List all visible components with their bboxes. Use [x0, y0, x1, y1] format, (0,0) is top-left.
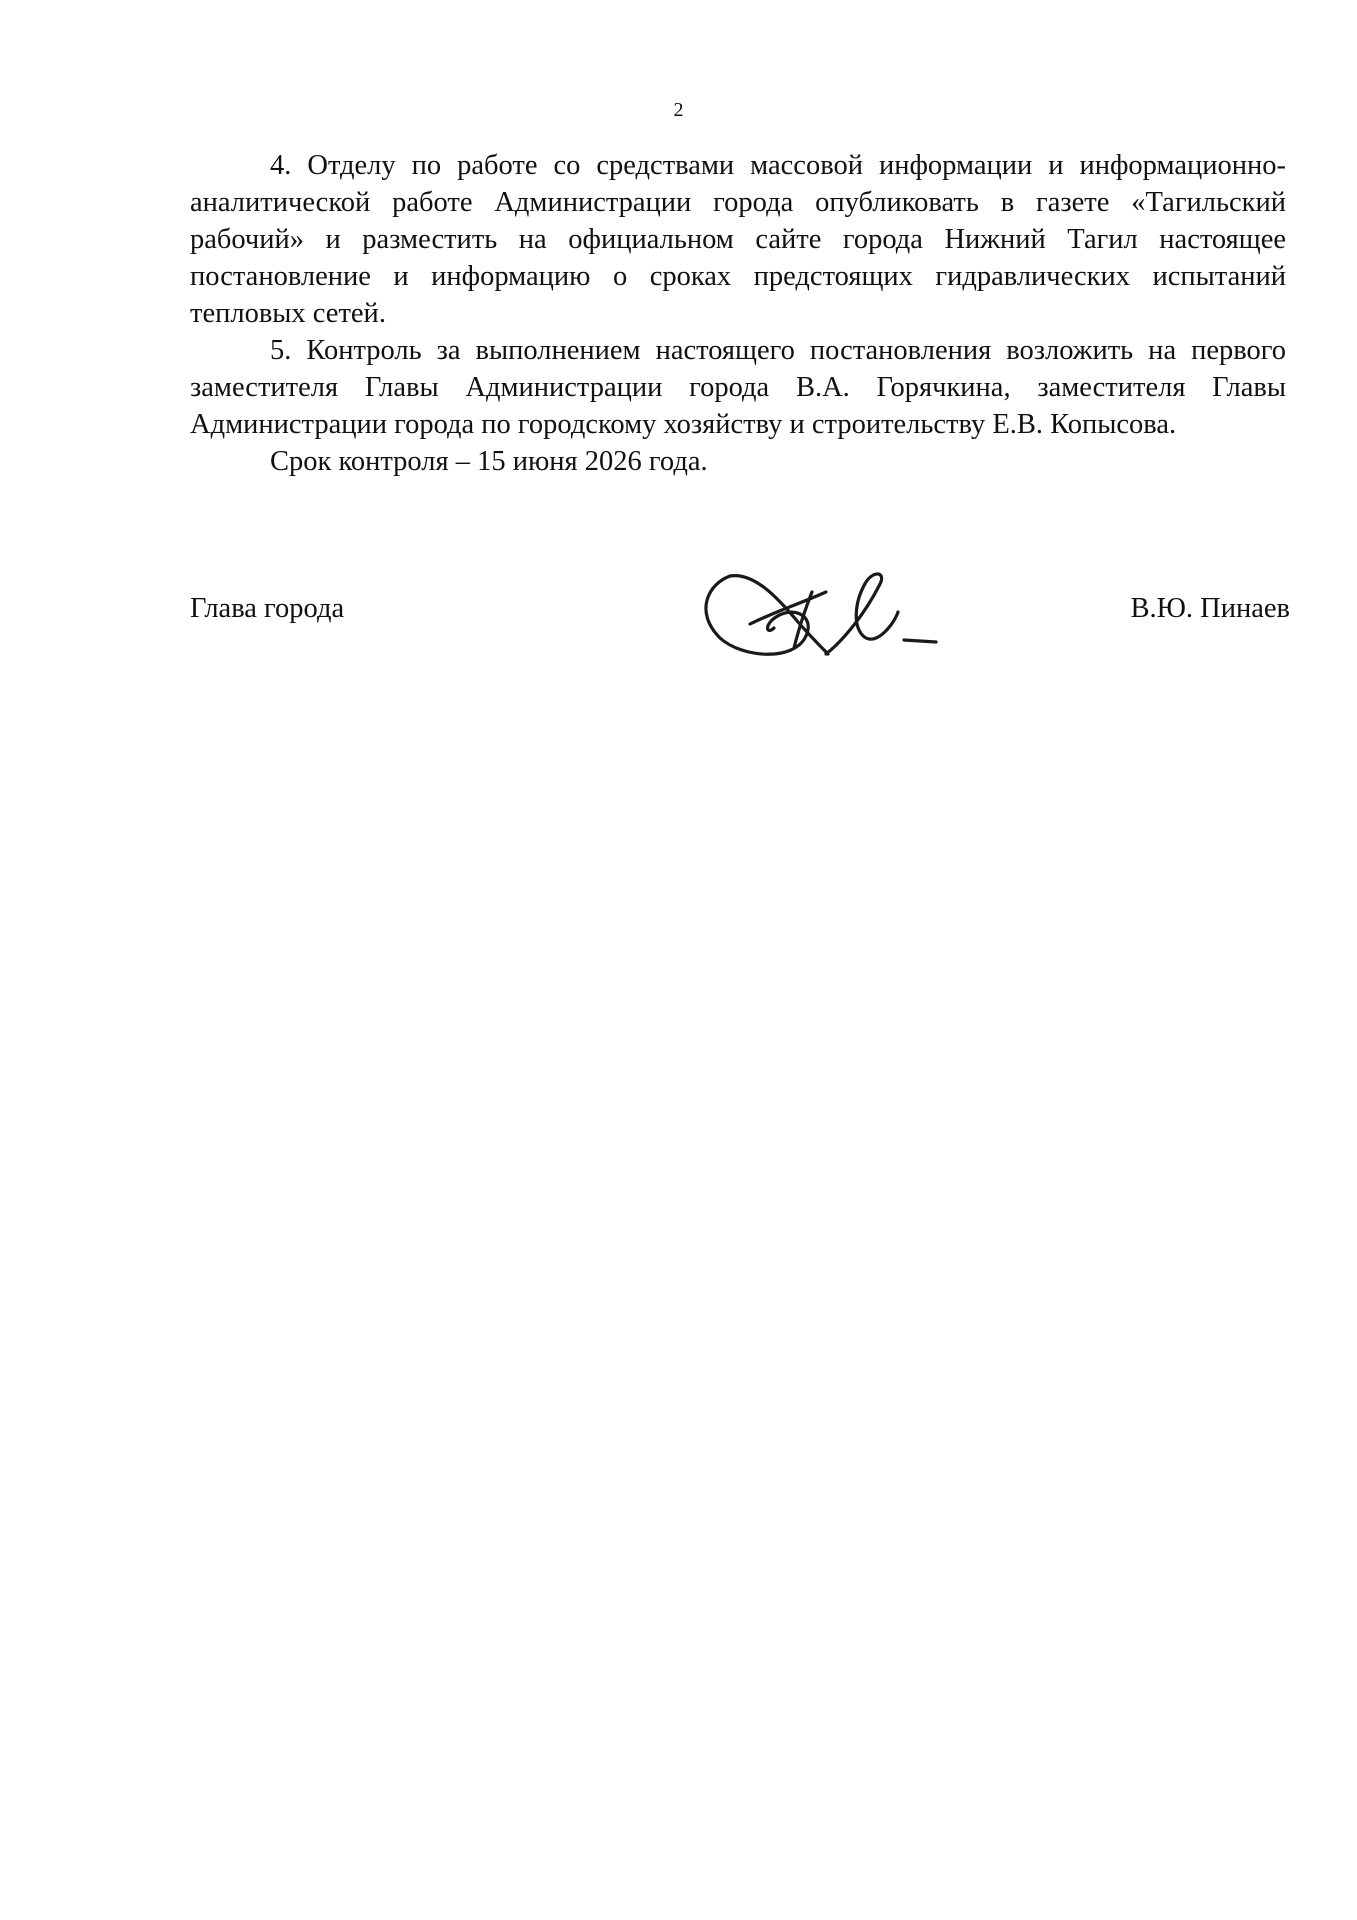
signatory-title: Глава города	[190, 593, 345, 624]
handwritten-signature	[694, 562, 939, 667]
paragraph-item-5: 5. Контроль за выполнением настоящего постановления возложить на первого заместителя Главы Администрации города В.А. Горячкина, заместителя Главы Администрации города по городскому хозяйству и строительству Е.В. Копысова.	[190, 335, 1286, 440]
control-deadline: Срок контроля – 15 июня 2026 года.	[270, 446, 708, 477]
document-body	[190, 147, 1286, 480]
signatory-name: В.Ю. Пинаев	[1130, 593, 1290, 624]
page-number: 2	[673, 99, 684, 121]
paragraph-item-4: 4. Отделу по работе со средствами массовой информации и информационно-аналитической работе Администрации города опубликовать в газете «Тагильский рабочий» и разместить на официальном сайте города Нижний Тагил настоящее постановление и информацию о сроках предстоящих гидравлических испытаний тепловых сетей.	[190, 150, 1286, 329]
